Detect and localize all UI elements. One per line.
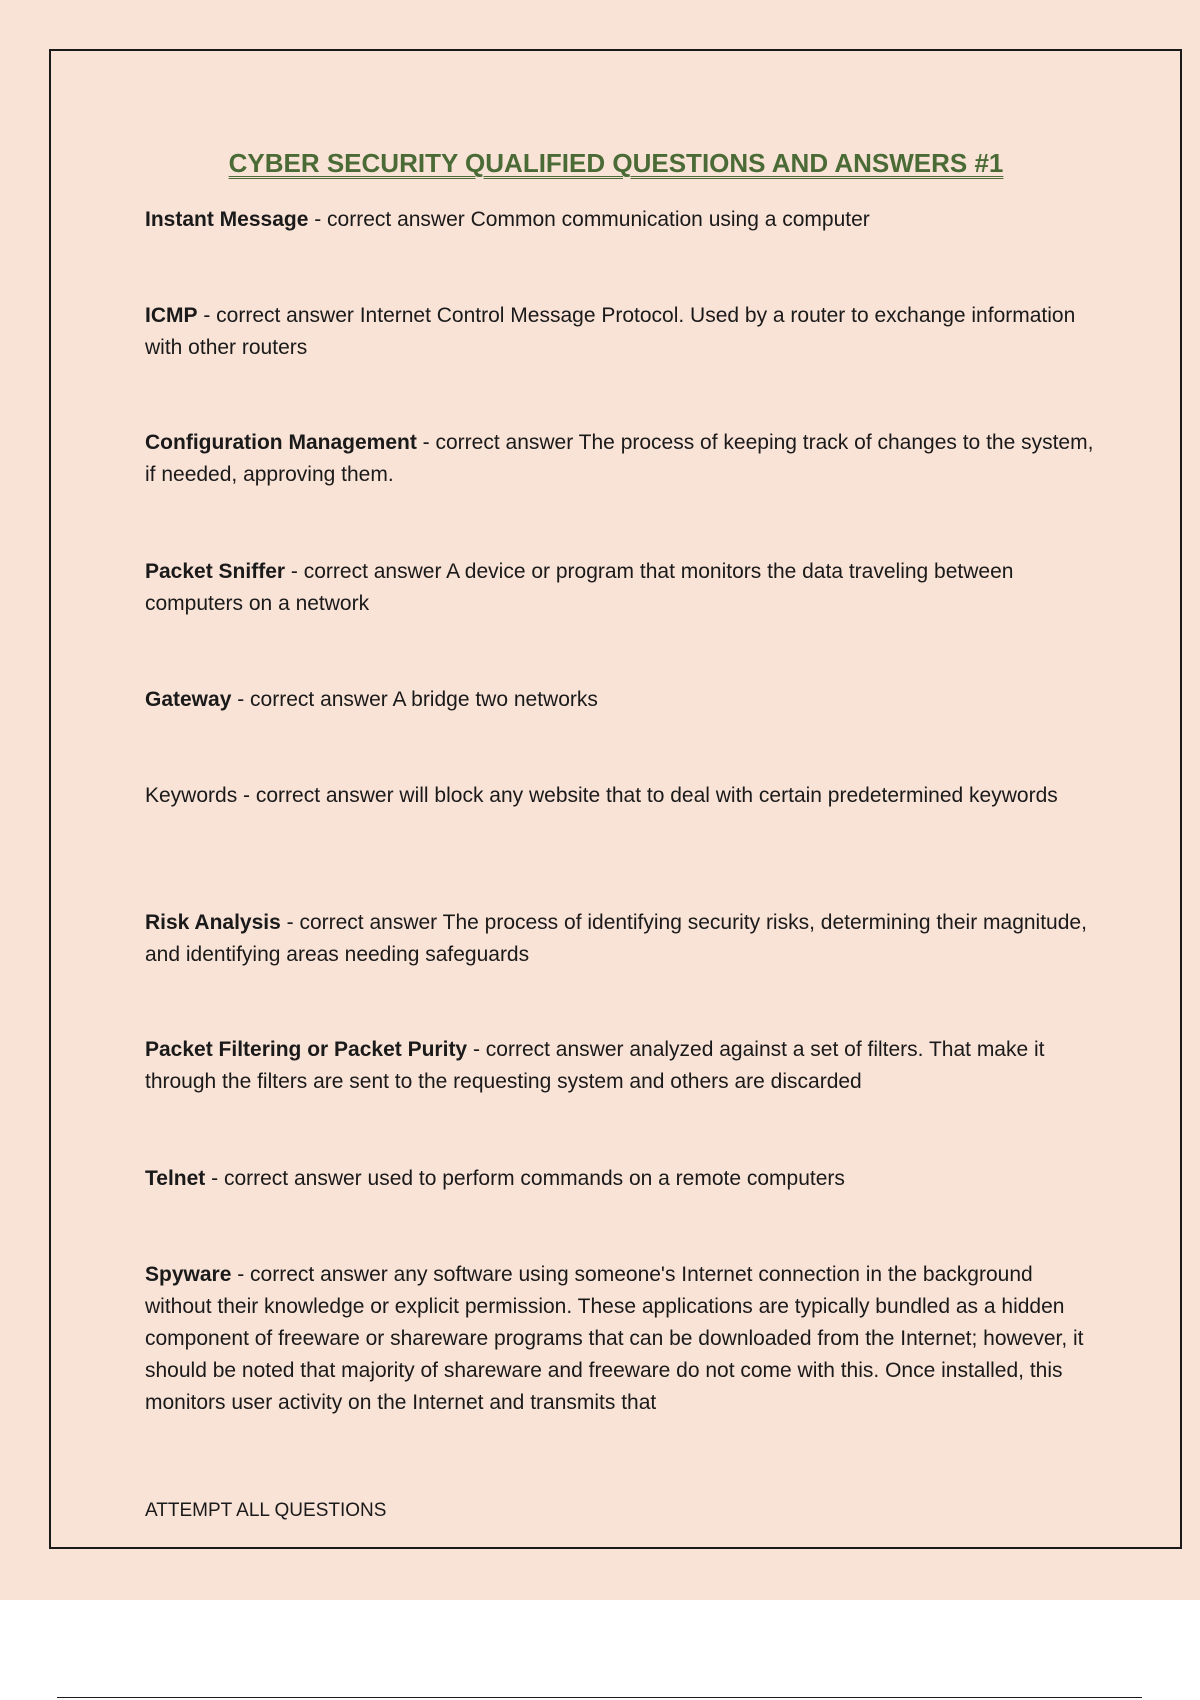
qa-term: Telnet (145, 1167, 206, 1190)
qa-separator: - correct answer (285, 560, 447, 583)
qa-answer: Common communication using a computer (470, 208, 870, 231)
qa-separator: - correct answer (205, 1167, 368, 1190)
qa-entry (145, 684, 1095, 716)
qa-term: Gateway (145, 688, 232, 711)
qa-answer: The process of keeping track of changes to the system, if needed, approving them. (145, 431, 1094, 486)
qa-answer: A bridge two networks (392, 688, 598, 711)
qa-answer: A device or program that monitors the data traveling between computers on a network (145, 560, 1014, 615)
qa-entry (145, 427, 1095, 491)
footer-note: ATTEMPT ALL QUESTIONS (145, 1500, 387, 1521)
qa-answer: will block any website that to deal with certain predetermined keywords (399, 784, 1058, 807)
bottom-divider (57, 1697, 1142, 1698)
qa-separator: - correct answer (237, 784, 400, 807)
qa-answer: any software using someone's Internet connection in the background without their knowledge or explicit permission. These applications are typically bundled as a hidden component of freeware or shareware programs that can be downloaded from the Internet; however, it should be noted that majority of shareware and freeware do not come with this. Once installed, this monitors user activity on the Internet and transmits that (145, 1263, 1084, 1414)
qa-term: Keywords (145, 784, 238, 807)
qa-answer: The process of identifying security risks, determining their magnitude, and identifying areas needing safeguards (145, 911, 1087, 966)
qa-entry (145, 300, 1095, 364)
qa-term: Risk Analysis (145, 911, 281, 934)
qa-answer: Internet Control Message Protocol. Used by a router to exchange information with other routers (145, 304, 1076, 359)
qa-entry (145, 1163, 1095, 1195)
qa-entry (145, 556, 1095, 620)
qa-term: Spyware (145, 1263, 232, 1286)
page-title: CYBER SECURITY QUALIFIED QUESTIONS AND ANSWERS #1 (228, 148, 1004, 178)
qa-entry (145, 907, 1095, 971)
qa-term: Packet Filtering or Packet Purity (145, 1038, 468, 1061)
qa-separator: - correct answer (416, 431, 579, 454)
qa-answer: used to perform commands on a remote computers (367, 1167, 845, 1190)
qa-term: ICMP (145, 304, 198, 327)
qa-separator: - correct answer (280, 911, 443, 934)
qa-term: Configuration Management (145, 431, 417, 454)
qa-entry (145, 780, 1095, 812)
qa-separator: - correct answer (231, 688, 393, 711)
qa-separator: - correct answer (197, 304, 360, 327)
qa-term: Instant Message (145, 208, 309, 231)
qa-entry (145, 1259, 1095, 1419)
qa-entry (145, 204, 1095, 236)
qa-separator: - correct answer (467, 1038, 630, 1061)
qa-separator: - correct answer (308, 208, 471, 231)
qa-separator: - correct answer (231, 1263, 394, 1286)
qa-entry (145, 1034, 1095, 1098)
qa-answer: analyzed against a set of filters. That make it through the filters are sent to the requesting system and others are discarded (145, 1038, 1045, 1093)
qa-term: Packet Sniffer (145, 560, 286, 583)
